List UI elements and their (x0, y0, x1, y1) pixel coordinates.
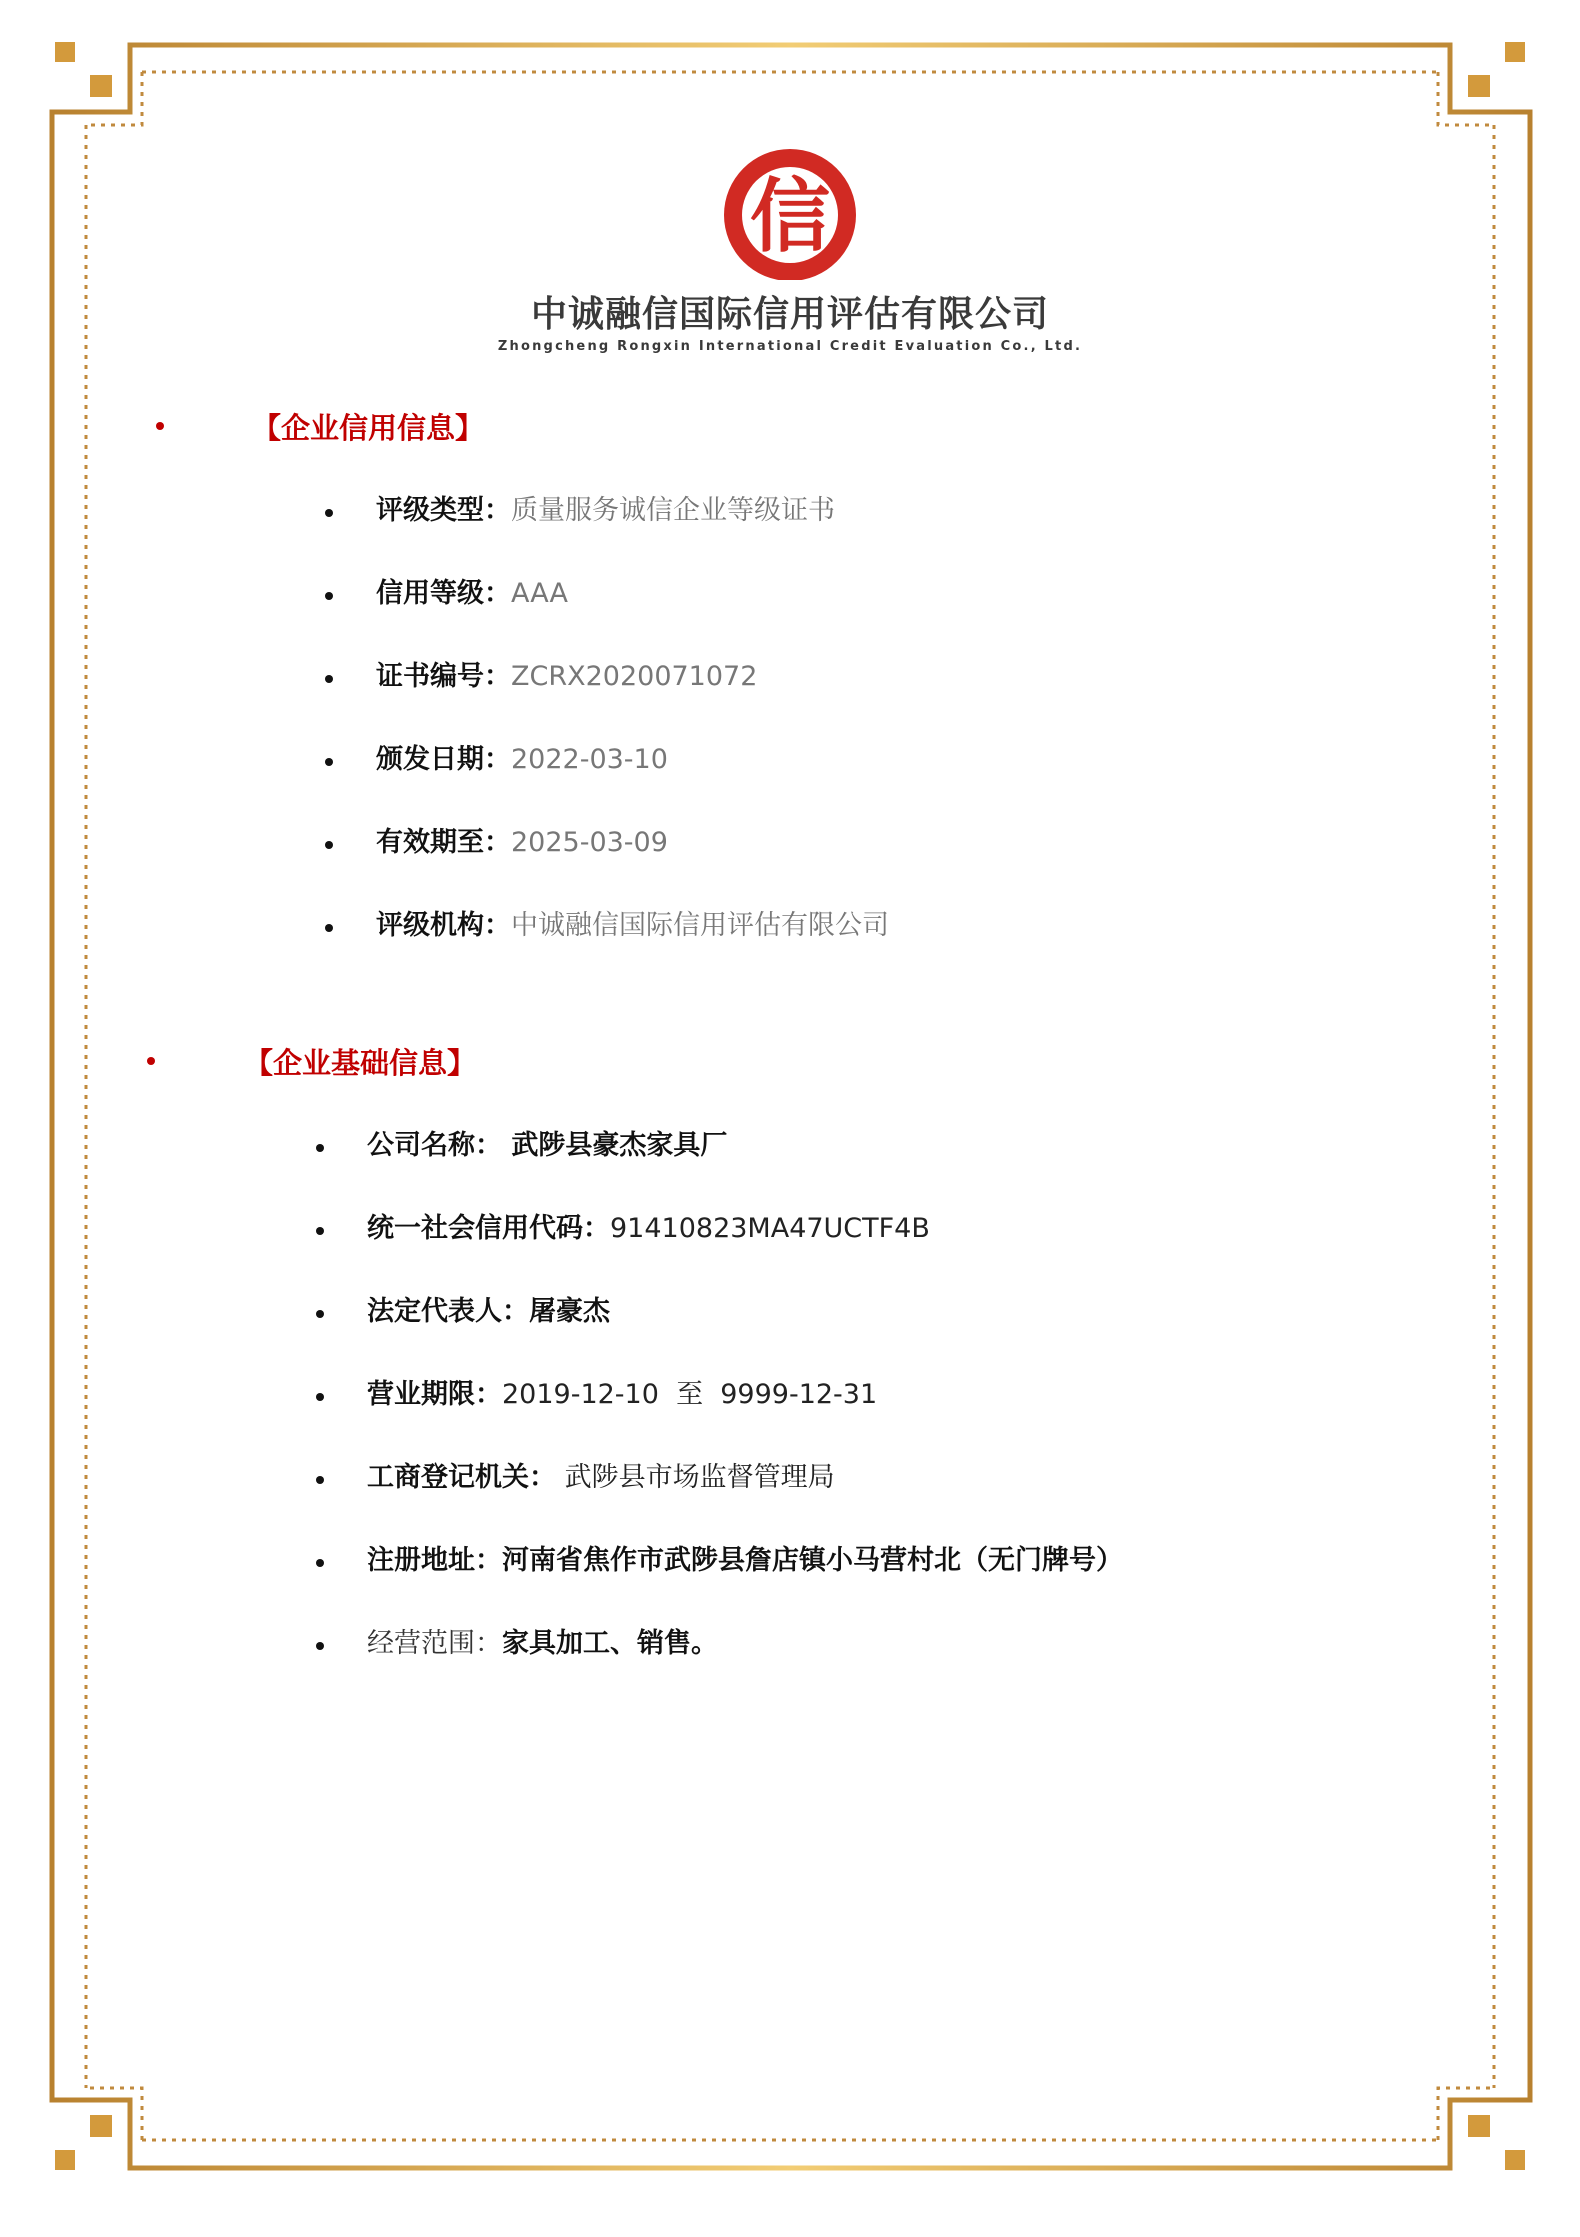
item-label: 营业期限： (367, 1379, 502, 1410)
list-bullet (325, 675, 333, 683)
list-item (0, 1118, 1580, 1201)
item-label: 信用等级： (376, 578, 511, 609)
item-label: 法定代表人： (367, 1296, 529, 1327)
credit-info-section (0, 400, 1580, 981)
section-title: 【企业信用信息】 (252, 411, 485, 445)
basic-info-section (0, 1035, 1580, 1699)
section-bullet (147, 1057, 155, 1065)
list-item (0, 1201, 1580, 1284)
list-bullet (316, 1393, 324, 1401)
section-bullet (156, 422, 164, 430)
section-title: 【企业基础信息】 (244, 1046, 477, 1080)
item-value: 91410823MA47UCTF4B (610, 1213, 930, 1244)
seal-emblem-icon (710, 140, 870, 280)
item-value: 家具加工、销售。 (502, 1628, 718, 1659)
list-bullet (316, 1559, 324, 1567)
list-item (0, 1367, 1580, 1450)
list-item (0, 732, 1580, 815)
company-name-cn: 中诚融信国际信用评估有限公司 (530, 294, 1049, 335)
list-item (0, 566, 1580, 649)
list-item (0, 649, 1580, 732)
item-label: 评级机构： (376, 910, 511, 941)
item-label: 有效期至： (376, 827, 511, 858)
item-value: 中诚融信国际信用评估有限公司 (511, 910, 889, 941)
item-value: 2022-03-10 (511, 744, 668, 775)
item-label: 公司名称： (367, 1130, 502, 1161)
item-value: 2019-12-10 至 9999-12-31 (502, 1379, 878, 1410)
list-item (0, 483, 1580, 566)
list-item (0, 1284, 1580, 1367)
list-bullet (325, 592, 333, 600)
list-bullet (316, 1476, 324, 1484)
item-value: 屠豪杰 (529, 1296, 610, 1327)
list-bullet (316, 1310, 324, 1318)
item-value: ZCRX2020071072 (511, 661, 758, 692)
item-value: AAA (511, 578, 568, 609)
item-label: 证书编号： (376, 661, 511, 692)
list-bullet (316, 1144, 324, 1152)
company-name-en: Zhongcheng Rongxin International Credit Evaluation Co., Ltd. (497, 339, 1083, 354)
section-heading (0, 1035, 1580, 1085)
list-bullet (325, 509, 333, 517)
item-label: 统一社会信用代码： (367, 1213, 610, 1244)
item-label: 工商登记机关： (367, 1462, 556, 1493)
item-value: 武陟县豪杰家具厂 (502, 1130, 728, 1161)
list-item (0, 1616, 1580, 1699)
list-bullet (316, 1227, 324, 1235)
item-label: 评级类型： (376, 495, 511, 526)
list-item (0, 898, 1580, 981)
section-heading (0, 400, 1580, 450)
item-label: 颁发日期： (376, 744, 511, 775)
item-value: 质量服务诚信企业等级证书 (511, 495, 835, 526)
list-bullet (325, 758, 333, 766)
item-label: 经营范围： (367, 1628, 502, 1659)
item-value: 武陟县市场监督管理局 (556, 1462, 835, 1493)
item-value: 河南省焦作市武陟县詹店镇小马营村北（无门牌号） (502, 1545, 1123, 1576)
list-bullet (325, 924, 333, 932)
list-item (0, 1533, 1580, 1616)
list-item (0, 1450, 1580, 1533)
list-bullet (316, 1642, 324, 1650)
item-value: 2025-03-09 (511, 827, 668, 858)
emblem-character: 信 (750, 169, 830, 263)
list-bullet (325, 841, 333, 849)
item-label: 注册地址： (367, 1545, 502, 1576)
company-logo (0, 140, 1580, 354)
list-item (0, 815, 1580, 898)
